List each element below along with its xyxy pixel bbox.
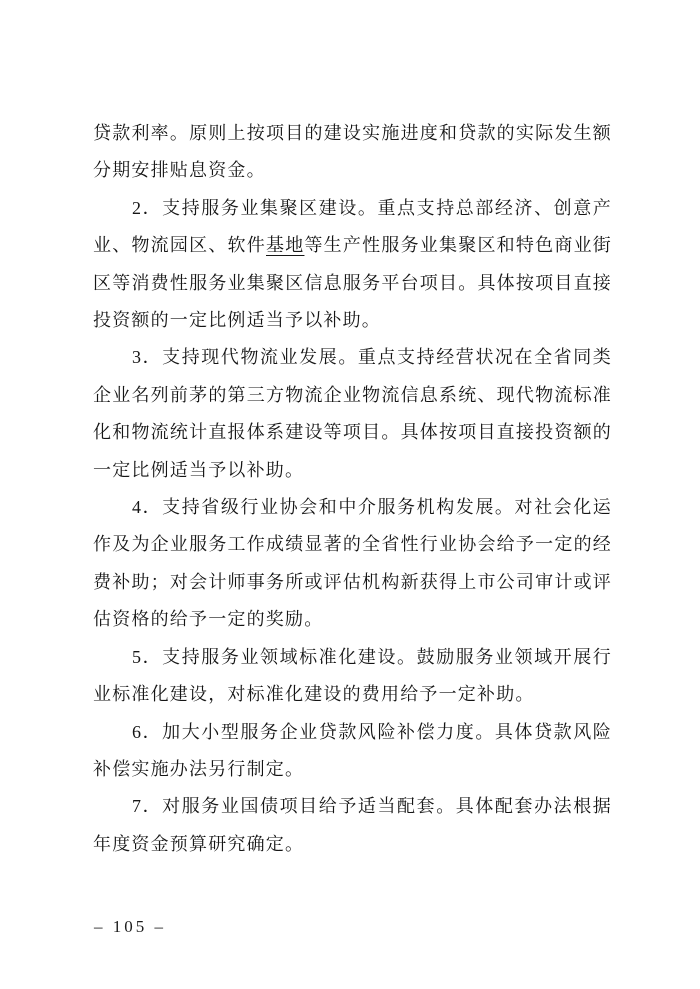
body-text [93,115,612,863]
paragraph-item-3: 3．支持现代物流业发展。重点支持经营状况在全省同类企业名列前茅的第三方物流企业物流信息系统、现代物流标准化和物流统计直报体系建设等项目。具体按项目直接投资额的一定比例适当予以补助。 [93,347,612,480]
paragraph-item-6: 6．加大小型服务企业贷款风险补偿力度。具体贷款风险补偿实施办法另行制定。 [93,721,612,779]
paragraph-item-7: 7．对服务业国债项目给予适当配套。具体配套办法根据年度资金预算研究确定。 [93,796,612,854]
paragraph-item-2-pre: 2．支持服务业集聚区建设。重点支持总部经济、创意产业、物流园区、软件 [93,197,612,256]
paragraph-item-2 [93,190,612,340]
page-number: – 105 – [94,917,166,936]
paragraph-continuation: 贷款利率。原则上按项目的建设实施进度和贷款的实际发生额分期安排贴息资金。 [93,123,612,181]
paragraph-item-5: 5．支持服务业领域标准化建设。鼓励服务业领域开展行业标准化建设，对标准化建设的费用给予一定补助。 [93,646,612,705]
underlined-term: 基地 [266,235,305,256]
paragraph-item-2-post: 等生产性服务业集聚区和特色商业街区等消费性服务业集聚区信息服务平台项目。具体按项目直接投资额的一定比例适当予以补助。 [93,235,612,331]
paragraph-item-4: 4．支持省级行业协会和中介服务机构发展。对社会化运作及为企业服务工作成绩显著的全省性行业协会给予一定的经费补助；对会计师事务所或评估机构新获得上市公司审计或评估资格的给予一定的奖励。 [93,497,612,630]
